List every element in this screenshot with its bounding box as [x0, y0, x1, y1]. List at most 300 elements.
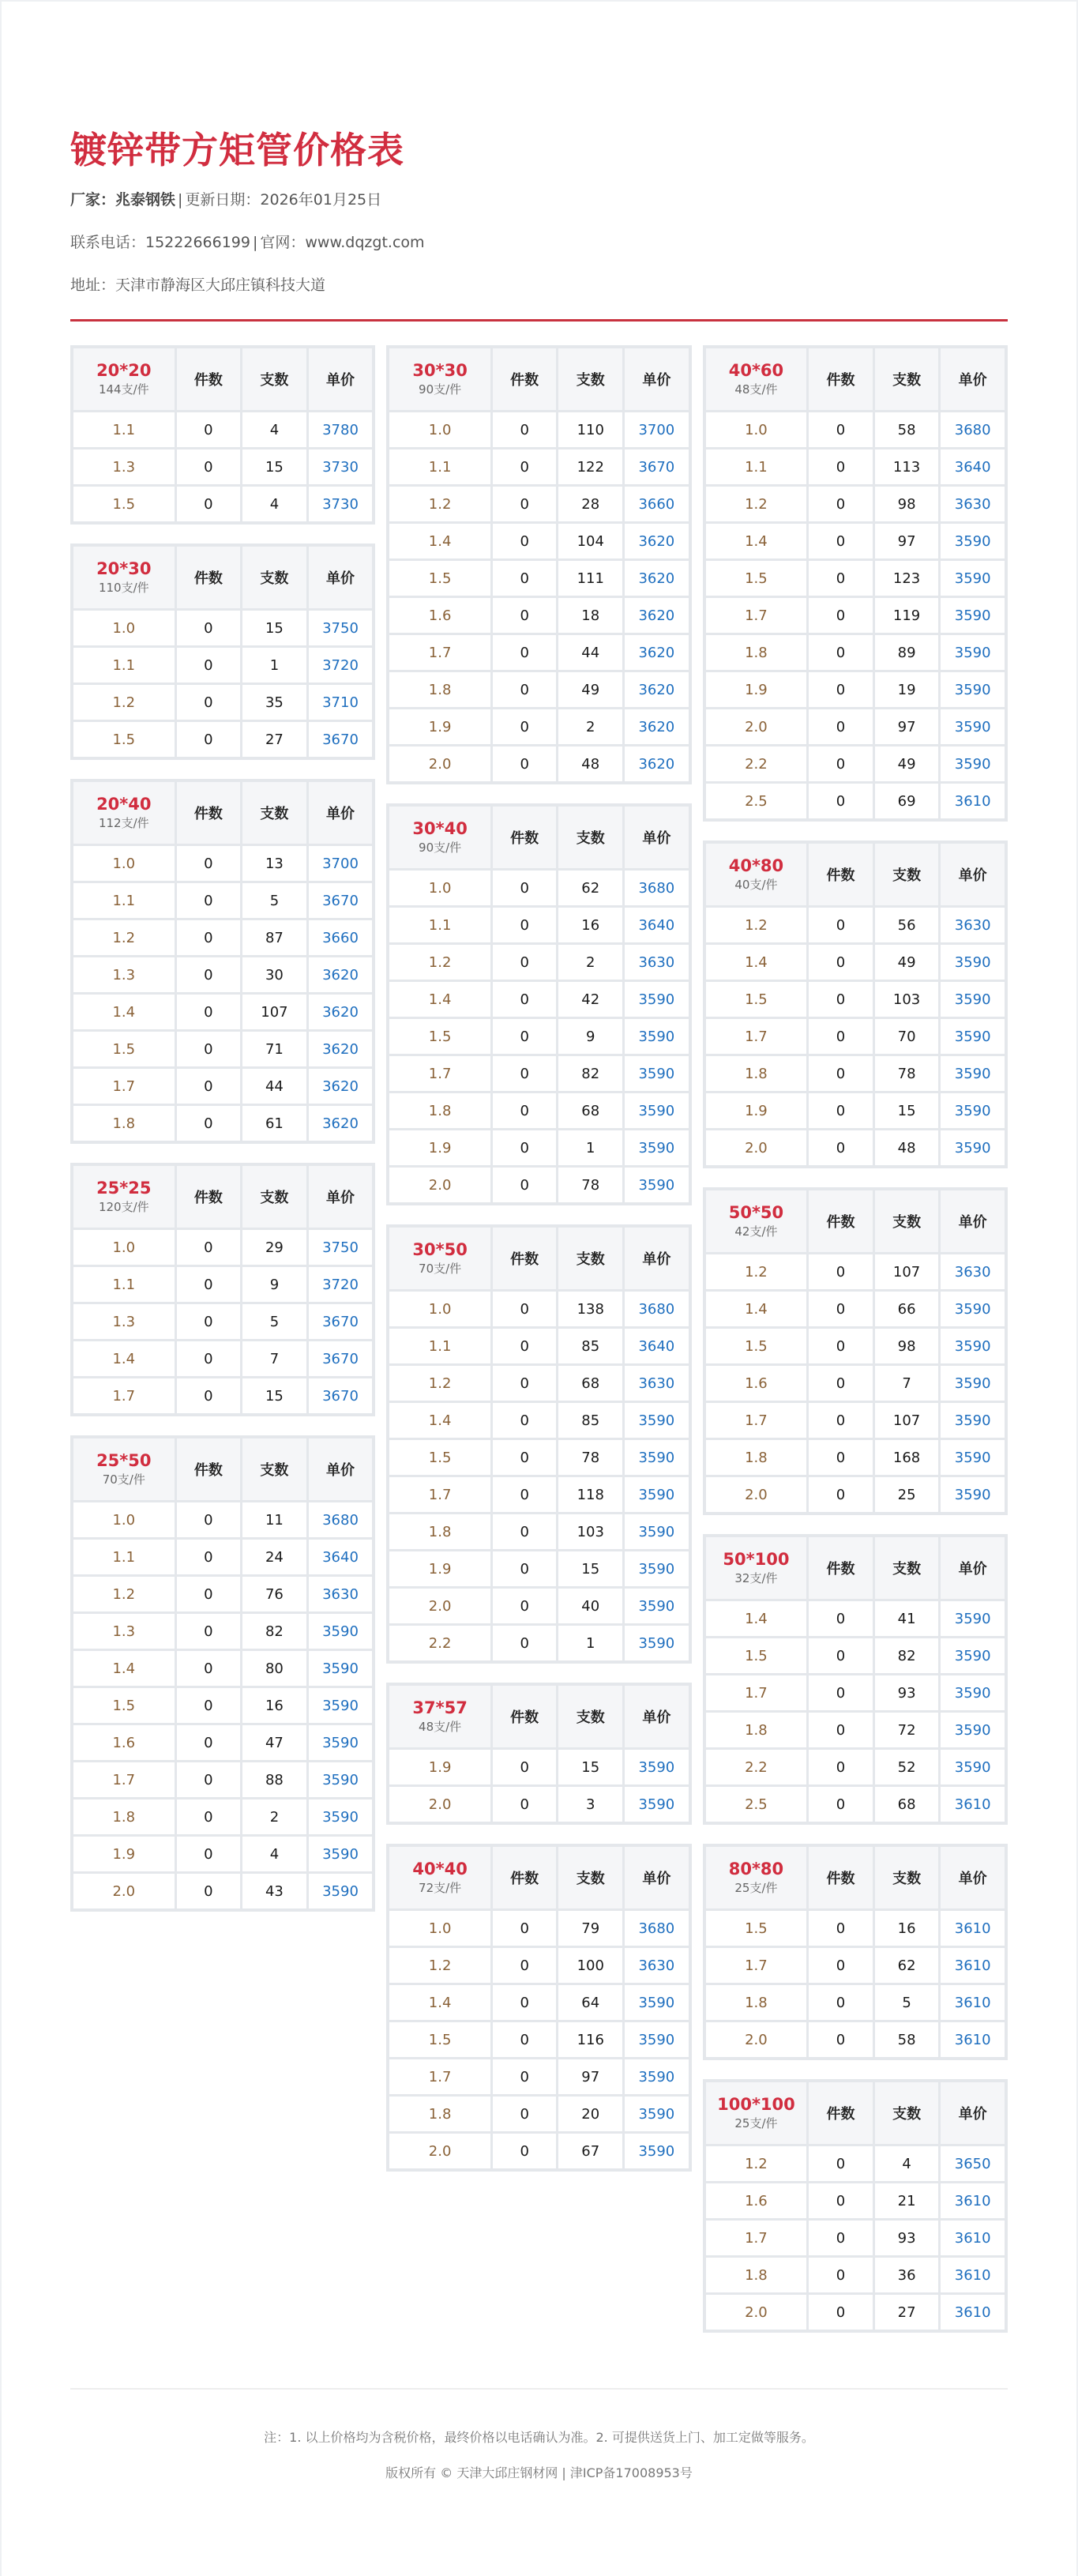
pieces-cell: 0 [493, 1366, 557, 1401]
count-cell: 116 [558, 2022, 622, 2057]
count-header: 支数 [875, 348, 939, 410]
unit-price-cell: 3590 [625, 1168, 689, 1202]
table-header-row [706, 1190, 1005, 1252]
unit-price-cell: 3590 [625, 2097, 689, 2131]
unit-price-header: 单价 [309, 348, 373, 410]
pieces-cell: 0 [493, 1551, 557, 1586]
unit-price-cell: 3620 [625, 746, 689, 781]
table-row [73, 1577, 372, 1611]
table-header-row [706, 2082, 1005, 2144]
unit-price-header: 单价 [625, 1686, 689, 1747]
table-row [389, 1750, 688, 1784]
update-date: 更新日期：2026年01月25日 [185, 191, 382, 209]
count-cell: 68 [558, 1093, 622, 1128]
count-cell: 110 [558, 412, 622, 447]
pieces-cell: 0 [809, 1911, 873, 1946]
unit-price-cell: 3590 [309, 1762, 373, 1797]
table-row [73, 1651, 372, 1686]
pieces-cell: 0 [177, 1032, 241, 1066]
count-cell: 103 [558, 1514, 622, 1549]
count-cell: 40 [558, 1589, 622, 1623]
price-table [703, 840, 1008, 1168]
thickness-cell: 2.5 [706, 1787, 807, 1822]
count-cell: 71 [242, 1032, 306, 1066]
pieces-cell: 0 [493, 598, 557, 633]
table-row [389, 2059, 688, 2094]
table-row [389, 2134, 688, 2168]
unit-price-cell: 3590 [941, 1713, 1005, 1747]
count-cell: 122 [558, 449, 622, 484]
pieces-cell: 0 [493, 1948, 557, 1983]
thickness-cell: 1.8 [389, 1514, 490, 1549]
count-cell: 16 [242, 1688, 306, 1723]
unit-price-cell: 3590 [309, 1614, 373, 1649]
count-cell: 20 [558, 2097, 622, 2131]
price-table [703, 1187, 1008, 1515]
table-row [73, 412, 372, 447]
pieces-cell: 0 [493, 1787, 557, 1822]
thickness-cell: 1.3 [73, 449, 175, 484]
thickness-cell: 2.5 [706, 784, 807, 818]
table-header-row [389, 1228, 688, 1289]
thickness-cell: 1.3 [73, 1614, 175, 1649]
count-cell: 68 [875, 1787, 939, 1822]
table-row [389, 524, 688, 558]
count-cell: 7 [242, 1341, 306, 1376]
table-column [386, 345, 691, 2172]
thickness-cell: 1.2 [73, 685, 175, 720]
pieces-cell: 0 [809, 1366, 873, 1401]
unit-price-cell: 3590 [309, 1688, 373, 1723]
spec-header [706, 348, 807, 410]
price-table [703, 1534, 1008, 1825]
table-row [706, 1056, 1005, 1091]
footer-note: 注：1. 以上价格均为含税价格，最终价格以电话确认为准。2. 可提供送货上门、加工定做等服务。 [264, 2430, 814, 2445]
pieces-cell: 0 [493, 635, 557, 670]
thickness-cell: 1.6 [389, 598, 490, 633]
thickness-cell: 1.1 [73, 648, 175, 683]
thickness-cell: 1.6 [73, 1725, 175, 1760]
pieces-cell: 0 [177, 1651, 241, 1686]
address-info [70, 275, 1008, 295]
unit-price-cell: 3630 [309, 1577, 373, 1611]
unit-price-cell: 3590 [625, 1130, 689, 1165]
pieces-header: 件数 [809, 348, 873, 410]
size-label: 100*100 [717, 2095, 795, 2114]
count-cell: 16 [558, 908, 622, 942]
thickness-cell: 2.0 [706, 2022, 807, 2057]
table-header-row [389, 807, 688, 868]
thickness-cell: 1.5 [389, 1019, 490, 1054]
unit-price-cell: 3590 [941, 945, 1005, 980]
count-cell: 49 [875, 746, 939, 781]
unit-price-cell: 3670 [309, 883, 373, 918]
count-header: 支数 [875, 2082, 939, 2144]
pack-label: 72支/件 [419, 1881, 462, 1895]
thickness-cell: 1.8 [389, 2097, 490, 2131]
size-label: 20*30 [96, 559, 152, 578]
count-cell: 24 [242, 1540, 306, 1574]
pieces-cell: 0 [493, 982, 557, 1017]
count-cell: 41 [875, 1601, 939, 1636]
pieces-cell: 0 [809, 2146, 873, 2181]
unit-price-cell: 3680 [625, 871, 689, 905]
table-row [389, 1589, 688, 1623]
table-row [73, 611, 372, 645]
table-row [389, 945, 688, 980]
table-header-row [73, 782, 372, 844]
unit-price-cell: 3590 [941, 1056, 1005, 1091]
pieces-cell: 0 [493, 871, 557, 905]
count-cell: 2 [558, 945, 622, 980]
pieces-cell: 0 [809, 1477, 873, 1512]
count-cell: 80 [242, 1651, 306, 1686]
count-cell: 15 [875, 1093, 939, 1128]
pieces-cell: 0 [809, 2258, 873, 2292]
pieces-cell: 0 [177, 1341, 241, 1376]
pieces-header: 件数 [493, 1686, 557, 1747]
thickness-cell: 1.1 [706, 449, 807, 484]
count-cell: 9 [242, 1267, 306, 1302]
count-cell: 1 [558, 1626, 622, 1660]
unit-price-cell: 3670 [309, 722, 373, 757]
table-row [706, 1750, 1005, 1784]
table-header-row [706, 844, 1005, 905]
table-row [389, 598, 688, 633]
unit-price-cell: 3590 [941, 524, 1005, 558]
pack-label: 48支/件 [734, 382, 778, 397]
thickness-cell: 1.5 [389, 2022, 490, 2057]
thickness-cell: 1.7 [389, 1477, 490, 1512]
unit-price-cell: 3590 [941, 1403, 1005, 1438]
table-row [73, 1230, 372, 1265]
thickness-cell: 1.1 [73, 883, 175, 918]
table-row [73, 1378, 372, 1413]
unit-price-cell: 3590 [941, 1440, 1005, 1475]
pieces-cell: 0 [809, 908, 873, 942]
unit-price-cell: 3590 [625, 2134, 689, 2168]
table-row [389, 871, 688, 905]
count-cell: 62 [558, 871, 622, 905]
count-cell: 3 [558, 1787, 622, 1822]
thickness-cell: 1.5 [706, 1638, 807, 1673]
count-cell: 78 [558, 1168, 622, 1202]
pieces-header: 件数 [177, 1438, 241, 1500]
thickness-cell: 1.7 [389, 1056, 490, 1091]
thickness-cell: 1.2 [389, 1948, 490, 1983]
pieces-cell: 0 [177, 722, 241, 757]
count-header: 支数 [242, 1166, 306, 1228]
table-row [706, 635, 1005, 670]
unit-price-header: 单价 [309, 1166, 373, 1228]
unit-price-cell: 3670 [309, 1341, 373, 1376]
table-column [703, 345, 1008, 2333]
count-cell: 104 [558, 524, 622, 558]
unit-price-cell: 3660 [625, 487, 689, 521]
unit-price-header: 单价 [625, 1228, 689, 1289]
table-row [706, 598, 1005, 633]
pieces-header: 件数 [809, 1847, 873, 1908]
count-cell: 42 [558, 982, 622, 1017]
pieces-cell: 0 [809, 1713, 873, 1747]
count-cell: 138 [558, 1292, 622, 1326]
thickness-cell: 1.8 [706, 635, 807, 670]
count-cell: 97 [875, 524, 939, 558]
pieces-cell: 0 [177, 487, 241, 521]
count-cell: 2 [242, 1799, 306, 1834]
pieces-header: 件数 [493, 807, 557, 868]
table-row [389, 1626, 688, 1660]
spec-header [389, 1847, 490, 1908]
count-cell: 97 [558, 2059, 622, 2094]
thickness-cell: 2.0 [389, 746, 490, 781]
table-row [73, 487, 372, 521]
thickness-cell: 1.7 [706, 2221, 807, 2255]
count-header: 支数 [242, 1438, 306, 1500]
count-cell: 5 [242, 883, 306, 918]
price-table [70, 1435, 375, 1912]
table-row [73, 449, 372, 484]
unit-price-cell: 3630 [941, 1254, 1005, 1289]
table-row [706, 2221, 1005, 2255]
pieces-cell: 0 [493, 561, 557, 596]
pieces-cell: 0 [493, 709, 557, 744]
unit-price-cell: 3630 [625, 945, 689, 980]
pieces-cell: 0 [809, 1292, 873, 1326]
thickness-cell: 1.4 [389, 524, 490, 558]
count-cell: 68 [558, 1366, 622, 1401]
thickness-cell: 1.4 [706, 1601, 807, 1636]
table-row [706, 1638, 1005, 1673]
pieces-header: 件数 [493, 1847, 557, 1908]
price-table [70, 345, 375, 525]
pieces-cell: 0 [177, 1725, 241, 1760]
count-cell: 19 [875, 672, 939, 707]
count-cell: 66 [875, 1292, 939, 1326]
thickness-cell: 1.2 [73, 920, 175, 955]
unit-price-cell: 3610 [941, 1948, 1005, 1983]
unit-price-cell: 3590 [941, 635, 1005, 670]
thickness-cell: 1.1 [389, 908, 490, 942]
unit-price-cell: 3610 [941, 2183, 1005, 2218]
unit-price-cell: 3720 [309, 1267, 373, 1302]
thickness-cell: 1.0 [73, 1502, 175, 1537]
copyright: 版权所有 © 天津大邱庄钢材网 | 津ICP备17008953号 [385, 2465, 693, 2480]
price-table [70, 543, 375, 760]
pieces-cell: 0 [493, 2097, 557, 2131]
thickness-cell: 1.7 [389, 635, 490, 670]
unit-price-cell: 3590 [941, 1638, 1005, 1673]
table-row [73, 995, 372, 1029]
thickness-cell: 1.8 [706, 1440, 807, 1475]
size-label: 30*40 [412, 819, 468, 838]
unit-price-cell: 3590 [625, 982, 689, 1017]
table-row [389, 1292, 688, 1326]
table-row [706, 1985, 1005, 2020]
unit-price-cell: 3590 [625, 1056, 689, 1091]
thickness-cell: 1.5 [706, 1329, 807, 1363]
pieces-cell: 0 [493, 672, 557, 707]
unit-price-cell: 3590 [625, 1985, 689, 2020]
unit-price-cell: 3710 [309, 685, 373, 720]
count-header: 支数 [242, 348, 306, 410]
pieces-cell: 0 [809, 945, 873, 980]
unit-price-cell: 3650 [941, 2146, 1005, 2181]
unit-price-cell: 3660 [309, 920, 373, 955]
table-row [73, 1614, 372, 1649]
table-row [706, 1366, 1005, 1401]
pieces-cell: 0 [493, 412, 557, 447]
count-cell: 18 [558, 598, 622, 633]
pieces-header: 件数 [809, 844, 873, 905]
count-cell: 76 [242, 1577, 306, 1611]
unit-price-cell: 3640 [625, 908, 689, 942]
pieces-cell: 0 [809, 784, 873, 818]
pack-label: 40支/件 [734, 878, 778, 892]
pieces-cell: 0 [493, 1168, 557, 1202]
table-row [389, 487, 688, 521]
thickness-cell: 2.0 [389, 1787, 490, 1822]
table-row [73, 1341, 372, 1376]
size-label: 25*25 [96, 1179, 152, 1198]
pieces-cell: 0 [493, 1750, 557, 1784]
thickness-cell: 1.7 [706, 1403, 807, 1438]
pieces-cell: 0 [177, 920, 241, 955]
table-row [389, 1911, 688, 1946]
table-row [706, 1019, 1005, 1054]
count-cell: 119 [875, 598, 939, 633]
pieces-cell: 0 [809, 1254, 873, 1289]
thickness-cell: 1.4 [389, 1985, 490, 2020]
pieces-cell: 0 [493, 1292, 557, 1326]
table-row [73, 1032, 372, 1066]
table-row [73, 883, 372, 918]
table-row [389, 1477, 688, 1512]
count-cell: 107 [242, 995, 306, 1029]
thickness-cell: 1.2 [706, 908, 807, 942]
price-table-grid [70, 345, 1008, 2333]
pieces-cell: 0 [809, 2221, 873, 2255]
pieces-cell: 0 [493, 1056, 557, 1091]
spec-header [706, 844, 807, 905]
count-header: 支数 [558, 807, 622, 868]
table-row [706, 1130, 1005, 1165]
thickness-cell: 1.5 [706, 982, 807, 1017]
table-row [73, 648, 372, 683]
pieces-cell: 0 [177, 449, 241, 484]
pieces-cell: 0 [177, 1614, 241, 1649]
table-row [706, 1713, 1005, 1747]
page-title: 镀锌带方矩管价格表 [70, 129, 404, 171]
table-header-row [706, 1847, 1005, 1908]
table-row [706, 2022, 1005, 2057]
pieces-cell: 0 [493, 2022, 557, 2057]
count-header: 支数 [242, 782, 306, 844]
unit-price-cell: 3750 [309, 1230, 373, 1265]
unit-price-cell: 3730 [309, 487, 373, 521]
pieces-header: 件数 [177, 547, 241, 608]
count-cell: 48 [558, 746, 622, 781]
spec-header [706, 1537, 807, 1599]
price-table [386, 1844, 691, 2172]
thickness-cell: 1.6 [706, 2183, 807, 2218]
unit-price-header: 单价 [309, 547, 373, 608]
count-cell: 118 [558, 1477, 622, 1512]
unit-price-cell: 3590 [941, 672, 1005, 707]
unit-price-cell: 3620 [625, 524, 689, 558]
table-row [73, 957, 372, 992]
count-cell: 79 [558, 1911, 622, 1946]
table-row [706, 746, 1005, 781]
pack-label: 120支/件 [98, 1200, 149, 1214]
unit-price-cell: 3590 [625, 1626, 689, 1660]
count-cell: 1 [242, 648, 306, 683]
pieces-cell: 0 [809, 1985, 873, 2020]
website-link[interactable]: 官网：www.dqzgt.com [260, 234, 425, 251]
unit-price-cell: 3640 [625, 1329, 689, 1363]
unit-price-cell: 3590 [625, 2022, 689, 2057]
pieces-cell: 0 [177, 1106, 241, 1141]
table-row [389, 1019, 688, 1054]
unit-price-cell: 3620 [625, 635, 689, 670]
count-cell: 56 [875, 908, 939, 942]
pack-label: 70支/件 [419, 1262, 462, 1276]
table-row [73, 1540, 372, 1574]
table-header-row [389, 1686, 688, 1747]
count-cell: 30 [242, 957, 306, 992]
unit-price-cell: 3630 [625, 1366, 689, 1401]
pieces-cell: 0 [809, 1787, 873, 1822]
count-cell: 62 [875, 1948, 939, 1983]
table-row [73, 1304, 372, 1339]
thickness-cell: 1.8 [389, 672, 490, 707]
table-row [706, 412, 1005, 447]
pieces-cell: 0 [177, 412, 241, 447]
table-row [73, 1799, 372, 1834]
thickness-cell: 1.9 [389, 1750, 490, 1784]
count-cell: 25 [875, 1477, 939, 1512]
unit-price-cell: 3610 [941, 2295, 1005, 2330]
thickness-cell: 1.2 [706, 487, 807, 521]
spec-header [73, 1166, 175, 1228]
price-table [386, 803, 691, 1205]
unit-price-cell: 3590 [625, 1551, 689, 1586]
table-row [706, 487, 1005, 521]
table-row [706, 449, 1005, 484]
count-cell: 61 [242, 1106, 306, 1141]
spec-header [389, 348, 490, 410]
table-row [389, 1093, 688, 1128]
pieces-cell: 0 [809, 1638, 873, 1673]
unit-price-cell: 3590 [625, 1750, 689, 1784]
thickness-cell: 1.4 [389, 982, 490, 1017]
count-cell: 111 [558, 561, 622, 596]
count-cell: 15 [242, 611, 306, 645]
table-row [389, 982, 688, 1017]
unit-price-cell: 3620 [309, 995, 373, 1029]
count-cell: 5 [242, 1304, 306, 1339]
thickness-cell: 1.8 [706, 1056, 807, 1091]
table-row [706, 1675, 1005, 1710]
thickness-cell: 1.9 [73, 1837, 175, 1871]
thickness-cell: 2.2 [706, 746, 807, 781]
count-cell: 88 [242, 1762, 306, 1797]
thickness-cell: 1.2 [389, 487, 490, 521]
table-row [706, 1093, 1005, 1128]
unit-price-cell: 3590 [941, 982, 1005, 1017]
unit-price-cell: 3620 [309, 1069, 373, 1104]
spec-header [73, 348, 175, 410]
